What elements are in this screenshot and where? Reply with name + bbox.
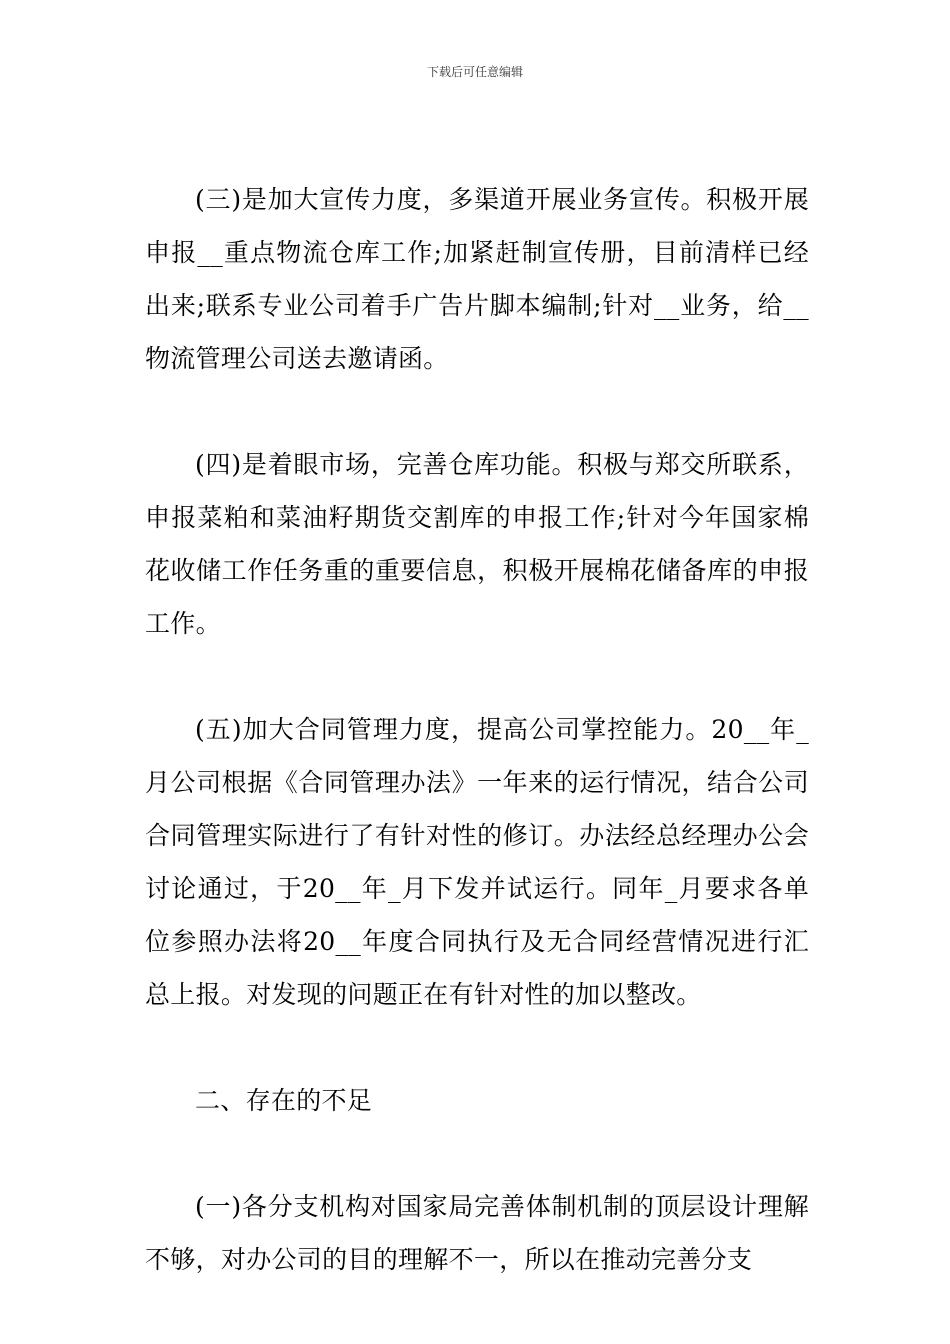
page-header: 下载后可任意编辑 [426, 65, 523, 79]
paragraph-contract-management: (五)加大合同管理力度，提高公司掌控能力。20__年_月公司根据《合同管理办法》一年来的运行情况，结合公司合同管理实际进行了有针对性的修订。办法经总经理办公会讨论通过，于20__年_月下发并试运行。同年_月要求各单位参照办法将20__年度合同执行及无合同经营情况进行汇总上报。对发现的问题正在有针对性的加以整改。 [145, 715, 809, 1009]
section-heading-shortcomings: 二、存在的不足 [195, 1086, 373, 1115]
paragraph-gap [145, 1127, 809, 1180]
document-body [145, 173, 809, 1286]
paragraph-shortcoming-one: (一)各分支机构对国家局完善体制机制的顶层设计理解不够，对办公司的目的理解不一，所以在推动完善分支 [145, 1192, 809, 1274]
paragraph-publicity: (三)是加大宣传力度，多渠道开展业务宣传。积极开展申报__重点物流仓库工作;加紧赶制宣传册，目前清样已经出来;联系专业公司着手广告片脚本编制;针对__业务，给__物流管理公司送去邀请函。 [145, 185, 809, 373]
paragraph-gap [145, 1021, 809, 1074]
paragraph-gap [145, 385, 809, 438]
paragraph-warehouse-function: (四)是着眼市场，完善仓库功能。积极与郑交所联系，申报菜粕和菜油籽期货交割库的申报工作;针对今年国家棉花收储工作任务重的重要信息，积极开展棉花储备库的申报工作。 [145, 450, 809, 638]
paragraph-gap [145, 650, 809, 703]
